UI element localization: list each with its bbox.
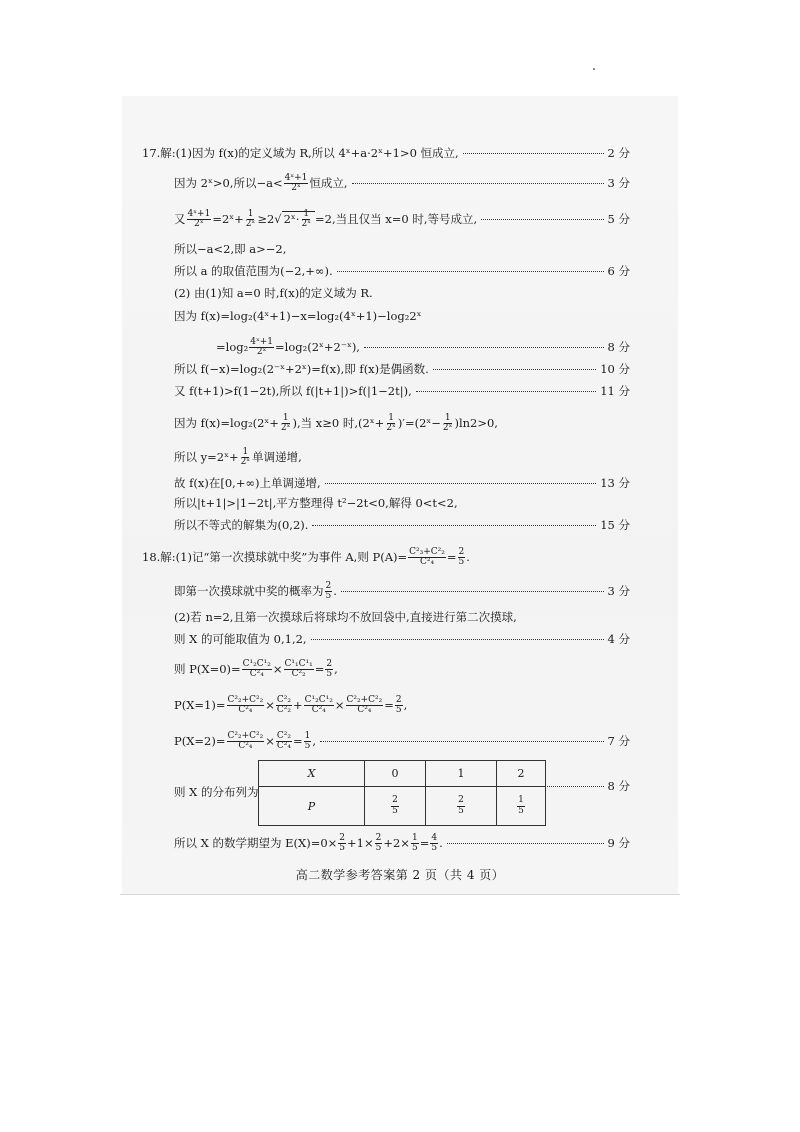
table-cell: 2 — [497, 761, 546, 787]
q17-line-11: 因为 f(x)=log₂(2ˣ+ $\frac{1}{\text{2ˣ}}$ ),当 x≥0 时,(2ˣ+ $\frac{1}{\text{2ˣ}}$ )′=(2ˣ− $\frac{1}{\text{2ˣ}}$ )ln2>0, — [174, 413, 498, 434]
table-cell: 1 — [426, 761, 497, 787]
score-mark: 8 分 — [607, 339, 630, 354]
leader-dots — [416, 391, 596, 392]
leader-dots — [341, 591, 604, 592]
scan-speck — [593, 68, 595, 70]
leader-dots — [433, 369, 596, 370]
table-cell: $\frac{2}{5}$ — [426, 787, 497, 826]
q17-line-2 — [174, 174, 630, 194]
page-edge-rule — [120, 894, 680, 895]
score-mark: 4 分 — [607, 632, 630, 646]
q18-line-5: 则 P(X=0)= $\frac{\text{C¹₂C¹₂}}{\text{C²₄}}$ × $\frac{\text{C¹₁C¹₁}}{\text{C²₂}}$ = $\frac{2}{5}$ , — [174, 659, 338, 680]
score-mark: 8 分 — [607, 779, 630, 793]
leader-dots — [311, 639, 604, 640]
score-mark: 3 分 — [607, 175, 630, 190]
page-footer: 高二数学参考答案第 2 页（共 4 页） — [295, 868, 505, 882]
score-mark: 5 分 — [607, 211, 630, 226]
q18-dist-label: 则 X 的分布列为 — [174, 785, 259, 799]
table-cell: $\frac{1}{5}$ — [497, 787, 546, 826]
leader-dots — [481, 219, 603, 220]
score-mark: 3 分 — [607, 583, 630, 598]
score-mark: 6 分 — [607, 264, 630, 278]
q17-line-14: 所以|t+1|>|1−2t|,平方整理得 t²−2t<0,解得 0<t<2, — [174, 496, 458, 510]
q18-line-7: P(X=2)= $\frac{\text{C²₂+C²₂}}{\text{C²₄}}$ × $\frac{\text{C²₂}}{\text{C²₄}}$ = $\frac{1}{5}$ , 7 分 — [174, 731, 630, 752]
leader-dots — [320, 741, 603, 742]
q18-line-2: 即第一次摸球就中奖的概率为 $\frac{2}{5}$ . 3 分 — [174, 581, 630, 602]
score-mark: 11 分 — [600, 384, 630, 398]
q17-line-15: 所以不等式的解集为(0,2). 15 分 — [174, 518, 630, 532]
q17-line-2-text: 因为 2ˣ>0,所以−a< $\frac{\text{4ˣ+1}}{\text{2ˣ}}$ 恒成立, — [174, 173, 348, 194]
leader-dots — [364, 347, 604, 348]
leader-dots — [337, 271, 604, 272]
q17-line-1-text: 17.解:(1)因为 f(x)的定义域为 R,所以 4ˣ+a·2ˣ+1>0 恒成立, — [142, 146, 459, 160]
q17-line-13: 故 f(x)在[0,+∞)上单调递增, 13 分 — [174, 476, 630, 490]
leader-dots — [496, 786, 604, 787]
q17-line-1 — [142, 148, 630, 160]
leader-dots — [463, 153, 604, 154]
distribution-table — [258, 760, 546, 826]
table-cell: $\frac{2}{5}$ — [365, 787, 426, 826]
score-mark: 10 分 — [600, 362, 630, 376]
q17-line-7: 因为 f(x)=log₂(4ˣ+1)−x=log₂(4ˣ+1)−log₂2ˣ — [174, 309, 422, 323]
q18-line-6: P(X=1)= $\frac{\text{C²₂+C²₂}}{\text{C²₄}}$ × $\frac{\text{C²₂}}{\text{C²₂}}$ + $\frac{\text{C¹₂C¹₂}}{\text{C²₄}}$ × $\frac{\text{C²₂+C²₂}}{\text{C²₄}}$ = $\frac{2}{5}$ , — [174, 695, 408, 716]
q17-line-8: =log₂ $\frac{\text{4ˣ+1}}{\text{2ˣ}}$ =log₂(2ˣ+2⁻ˣ), 8 分 — [216, 337, 630, 358]
score-mark: 7 分 — [607, 733, 630, 748]
q18-line-1: 18.解:(1)记“第一次摸球就中奖”为事件 A,则 P(A)= $\frac{\text{C²₃+C²₂}}{\text{C²₄}}$ = $\frac{2}{5}$ . — [142, 547, 470, 568]
q18-line-4: 则 X 的可能取值为 0,1,2, 4 分 — [174, 632, 630, 646]
q17-line-10: 又 f(t+1)>f(1−2t),所以 f(|t+1|)>f(|1−2t|), 11 分 — [174, 384, 630, 398]
q17-line-9: 所以 f(−x)=log₂(2⁻ˣ+2ˣ)=f(x),即 f(x)是偶函数. 10 分 — [174, 362, 630, 376]
q17-line-5: 所以 a 的取值范围为(−2,+∞). 6 分 — [174, 264, 630, 278]
table-cell: X — [259, 761, 365, 787]
q18-dist-score — [492, 781, 630, 793]
leader-dots — [352, 183, 604, 184]
leader-dots — [312, 525, 596, 526]
leader-dots — [325, 483, 597, 484]
q17-line-6: (2) 由(1)知 a=0 时,f(x)的定义域为 R. — [174, 286, 373, 300]
leader-dots — [447, 843, 604, 844]
q17-line-12: 所以 y=2ˣ+ $\frac{1}{\text{2ˣ}}$ 单调递增, — [174, 447, 302, 468]
q17-line-4: 所以−a<2,即 a>−2, — [174, 242, 287, 256]
score-mark: 13 分 — [600, 476, 630, 490]
score-mark: 9 分 — [607, 835, 630, 850]
q17-line-3 — [174, 210, 630, 230]
q17-line-3-text: 又 $\frac{\text{4ˣ+1}}{\text{2ˣ}}$ =2ˣ+ $\frac{1}{\text{2ˣ}}$ ≥2√ 2ˣ· $\frac{1}{\text{2ˣ}}$ =2,当且仅当 x=0 时,等号成立, — [174, 209, 478, 230]
score-mark: 2 分 — [607, 146, 630, 160]
table-cell: P — [259, 787, 365, 826]
table-cell: 0 — [365, 761, 426, 787]
score-mark: 15 分 — [600, 518, 630, 532]
q18-line-9: 所以 X 的数学期望为 E(X)=0× $\frac{2}{5}$ +1× $\frac{2}{5}$ +2× $\frac{1}{5}$ = $\frac{4}{5}$ . 9 分 — [174, 833, 630, 854]
q18-line-3: (2)若 n=2,且第一次摸球后将球均不放回袋中,直接进行第二次摸球, — [174, 610, 517, 624]
